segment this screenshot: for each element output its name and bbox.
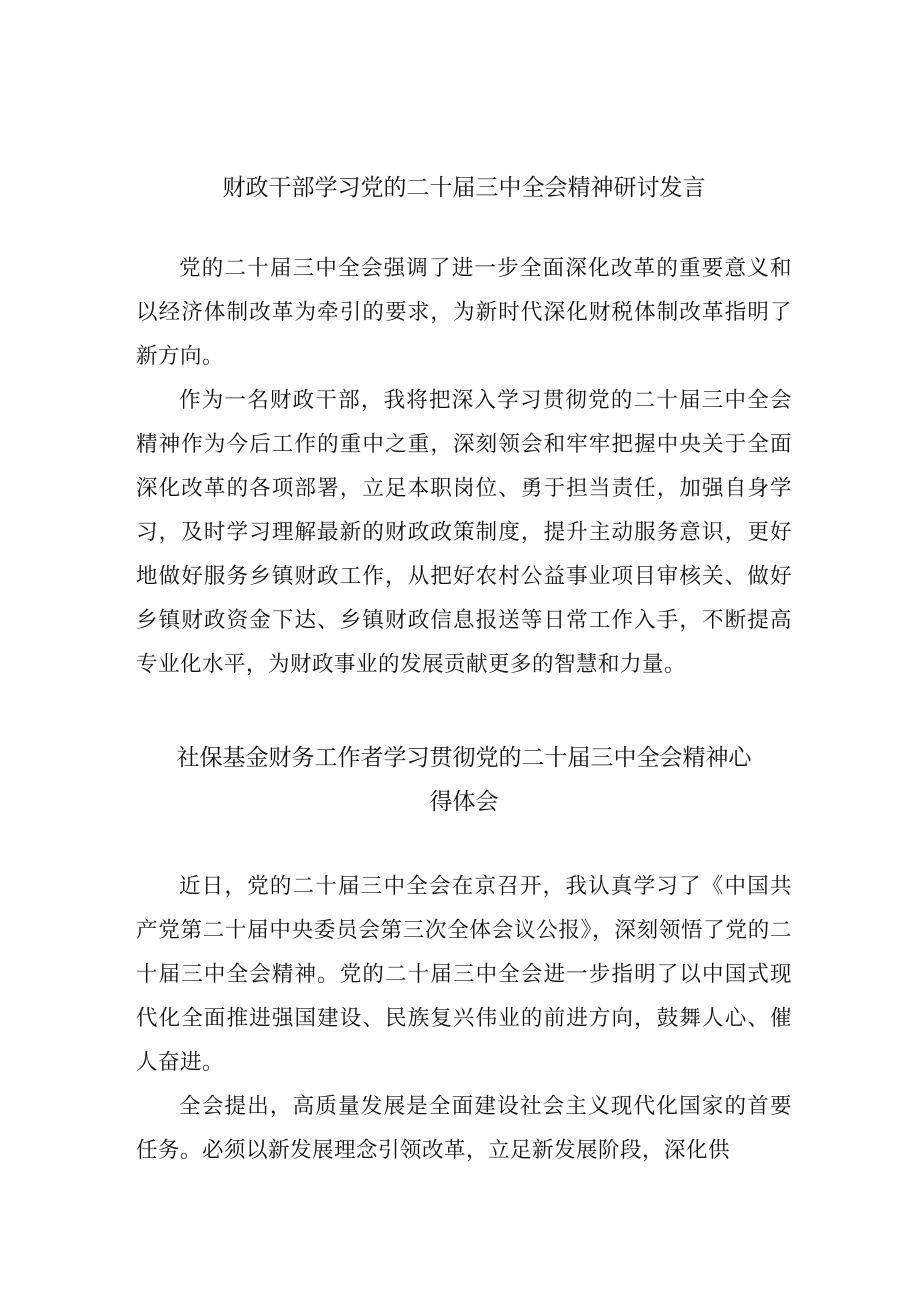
article-paragraph: 党的二十届三中全会强调了进一步全面深化改革的重要意义和以经济体制改革为牵引的要求，为新时代深化财税体制改革指明了新方向。 (136, 256, 792, 369)
article-body (136, 247, 792, 687)
article-title: 财政干部学习党的二十届三中全会精神研讨发言 (222, 175, 706, 201)
article-title-wrapper (169, 736, 759, 824)
article-paragraph: 作为一名财政干部，我将把深入学习贯彻党的二十届三中全会精神作为今后工作的重中之重，深刻领会和牢牢把握中央关于全面深化改革的各项部署，立足本职岗位、勇于担当责任，加强自身学习，及时学习理解最新的财政政策制度，提升主动服务意识，更好地做好服务乡镇财政工作，从把好农村公益事业项目审核关、做好乡镇财政资金下达、乡镇财政信息报送等日常工作入手，不断提高专业化水平，为财政事业的发展贡献更多的智慧和力量。 (136, 388, 792, 677)
article-body (136, 865, 792, 1173)
article-fiscal-cadre-speech (136, 166, 792, 687)
article-paragraph: 近日，党的二十届三中全会在京召开，我认真学习了《中国共产党第二十届中央委员会第三次全体会议公报》，深刻领悟了党的二十届三中全会精神。党的二十届三中全会进一步指明了以中国式现代化全面推进强国建设、民族复兴伟业的前进方向，鼓舞人心、催人奋进。 (136, 874, 792, 1075)
article-paragraph: 全会提出，高质量发展是全面建设社会主义现代化国家的首要任务。必须以新发展理念引领改革，立足新发展阶段，深化供 (136, 1094, 792, 1163)
article-social-security-fund-reflection (136, 736, 792, 1173)
article-title: 社保基金财务工作者学习贯彻党的二十届三中全会精神心得体会 (176, 745, 752, 815)
